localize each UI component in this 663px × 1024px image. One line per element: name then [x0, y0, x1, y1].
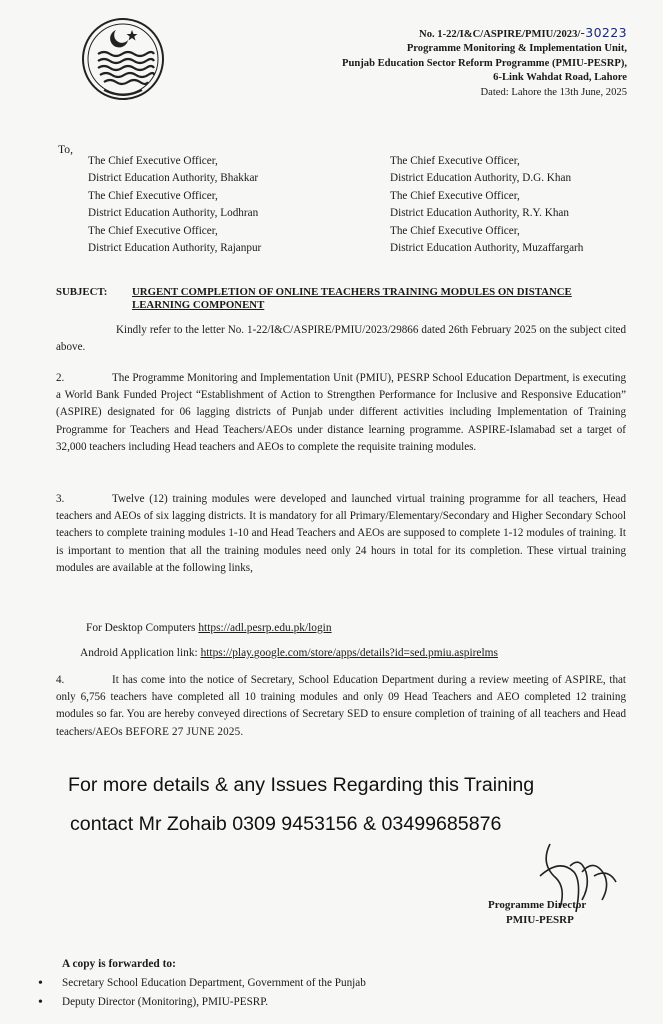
- copy-label: A copy is forwarded to:: [62, 958, 176, 970]
- desktop-link[interactable]: https://adl.pesrp.edu.pk/login: [198, 622, 332, 634]
- signatory: [488, 898, 586, 928]
- addressee-line: The Chief Executive Officer,: [390, 224, 520, 237]
- addressee-line: The Chief Executive Officer,: [88, 155, 218, 167]
- list-item: • Deputy Director (Monitoring), PMIU-PESRP.: [38, 993, 366, 1012]
- reference-number: No. 1-22/I&C/ASPIRE/PMIU/2023/-30223: [419, 25, 627, 40]
- addressee-line: District Education Authority, Rajanpur: [88, 242, 262, 255]
- handwritten-number: -30223: [580, 25, 627, 40]
- addressee-line: District Education Authority, Lodhran: [88, 207, 259, 220]
- android-link-line: [80, 647, 498, 659]
- paragraph-2: 2. The Programme Monitoring and Implementation Unit (PMIU), PESRP School Education Department, is executing a World Bank Funded Project “Establishment of Action to Strengthen Performance for Inclusive and Responsive Education” (ASPIRE) designated for 06 lagging districts of Punjab under different activities including Implementation of Training Programme for Teachers and Head Teachers/AEOs under distance learning programme. ASPIRE-Islamabad set a target of 32,000 teachers including Head teachers and AEOs to complete the requisite training modules.: [56, 372, 626, 453]
- addressee-line: The Chief Executive Officer,: [390, 155, 520, 167]
- paragraph-number: 3.: [56, 493, 65, 505]
- office-address: 6-Link Wahdat Road, Lahore: [493, 72, 627, 84]
- addressee-line: District Education Authority, R.Y. Khan: [390, 207, 569, 220]
- overlay-note-line-1: For more details & any Issues Regarding this Training: [68, 774, 535, 796]
- letter-header: [267, 26, 627, 100]
- desktop-link-label: For Desktop Computers: [86, 622, 196, 634]
- unit-name: Programme Monitoring & Implementation Unit,: [406, 43, 627, 55]
- paragraph-4: 4. It has come into the notice of Secretary, School Education Department during a review meeting of ASPIRE, that only 6,756 teachers have completed all 10 training modules and only 09 Head Teachers and AEO completed 12 training modules so far. You are hereby conveyed directions of Secretary SED to ensure completion of training of all teachers and Head teachers/AEOs BEFORE 27 JUNE 2025.: [56, 674, 626, 738]
- subject-label: SUBJECT:: [56, 286, 108, 298]
- signatory-org: PMIU-PESRP: [506, 914, 574, 926]
- letter-date: Dated: Lahore the 13th June, 2025: [480, 86, 627, 98]
- addressee-line: The Chief Executive Officer,: [390, 189, 520, 202]
- copy-list: [38, 974, 366, 1012]
- signatory-title: Programme Director: [488, 899, 587, 911]
- addressee-line: District Education Authority, Muzaffargarh: [390, 242, 584, 255]
- addressee-line: The Chief Executive Officer,: [88, 189, 218, 202]
- android-link-label: Android Application link:: [80, 647, 198, 659]
- android-link[interactable]: https://play.google.com/store/apps/details?id=sed.pmiu.aspirelms: [200, 647, 498, 659]
- addressees-left: [88, 153, 261, 257]
- addressee-line: District Education Authority, Bhakkar: [88, 172, 259, 185]
- subject-text: URGENT COMPLETION OF ONLINE TEACHERS TRAINING MODULES ON DISTANCE LEARNING COMPONENT: [132, 286, 572, 311]
- overlay-note-line-2: contact Mr Zohaib 0309 9453156 & 03499685876: [70, 813, 502, 835]
- paragraph-number: 2.: [56, 372, 65, 384]
- deadline-text: BEFORE 27 JUNE 2025.: [125, 725, 244, 738]
- addressees-right: [390, 153, 583, 257]
- government-logo-icon: [80, 16, 166, 102]
- paragraph-number: 4.: [56, 674, 65, 686]
- desktop-link-line: [86, 622, 332, 634]
- addressee-line: The Chief Executive Officer,: [88, 224, 218, 237]
- paragraph-1: Kindly refer to the letter No. 1-22/I&C/ASPIRE/PMIU/2023/29866 dated 26th February 2025 on the subject cited above.: [56, 324, 626, 354]
- paragraph-3: 3. Twelve (12) training modules were developed and launched virtual training programme for all teachers, Head teachers and AEOs of six lagging districts. It is mandatory for all Primary/Elementary/Secondary and Higher Secondary School teachers to complete training modules 1-10 and Head Teachers and AEOs are supposed to complete 1-12 modules of training. It is important to mention that all the training modules need only 24 hours in total for its completion. These virtual training modules are available at the following links,: [56, 493, 626, 574]
- list-item: • Secretary School Education Department, Government of the Punjab: [38, 974, 366, 993]
- programme-name: Punjab Education Sector Reform Programme (PMIU-PESRP),: [341, 57, 627, 69]
- to-label: To,: [58, 143, 73, 156]
- addressee-line: District Education Authority, D.G. Khan: [390, 172, 572, 185]
